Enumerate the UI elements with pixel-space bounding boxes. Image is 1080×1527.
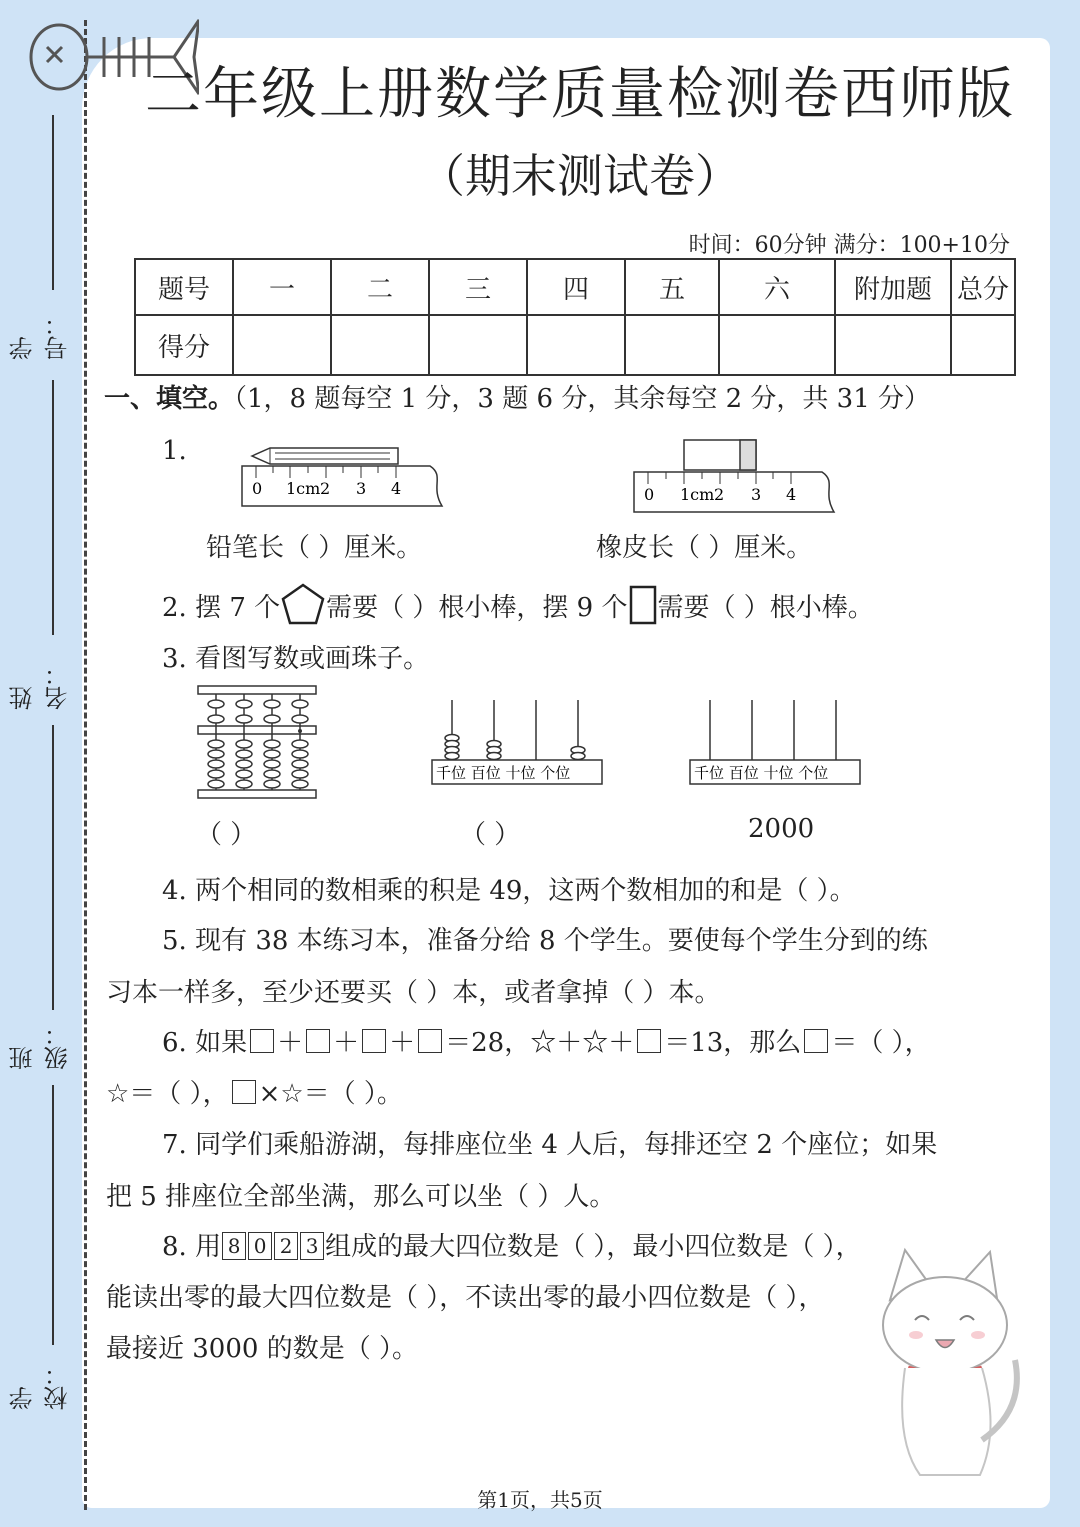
page-footer: 第1页，共5页 bbox=[477, 1488, 603, 1512]
ruler-tick-label: 2 bbox=[714, 485, 725, 504]
side-label-name: 姓名： bbox=[9, 662, 72, 710]
square-box-icon bbox=[362, 1029, 386, 1053]
score-input-cell[interactable] bbox=[331, 315, 429, 375]
ruler-tick-label: 1cm bbox=[680, 485, 715, 504]
score-header-cell: 二 bbox=[331, 259, 429, 315]
q6-text-f: ×☆＝（ ）。 bbox=[258, 1079, 403, 1109]
section-title: 一、填空。 bbox=[104, 384, 235, 414]
score-label-cell: 得分 bbox=[135, 315, 233, 375]
digit-card: 8 bbox=[222, 1232, 246, 1260]
pentagon-icon bbox=[280, 582, 326, 626]
pencil-ruler-figure bbox=[240, 436, 450, 512]
q5-line1: 5. 现有 38 本练习本，准备分给 8 个学生。要使每个学生分到的练 bbox=[162, 926, 928, 956]
q2-line bbox=[162, 582, 874, 626]
ruler-tick-label: 0 bbox=[252, 479, 263, 498]
q3-answer-3: 2000 bbox=[748, 814, 815, 844]
score-input-cell[interactable] bbox=[429, 315, 527, 375]
score-input-cell[interactable] bbox=[951, 315, 1015, 375]
page-subtitle: （期末测试卷） bbox=[419, 149, 741, 203]
side-line bbox=[52, 1085, 54, 1345]
score-table bbox=[134, 258, 1016, 376]
binding-dashed-line bbox=[84, 20, 87, 1510]
q6-line1: 6. 如果 ＋ ＋ ＋ ＝28，☆＋☆＋ ＝13，那么 ＝（ ）， bbox=[162, 1028, 931, 1058]
score-header-cell: 三 bbox=[429, 259, 527, 315]
q6-text-a: 6. 如果 bbox=[162, 1028, 248, 1058]
q3-answer-1: （ ） bbox=[196, 820, 257, 850]
square-box-icon bbox=[418, 1029, 442, 1053]
q8-line2: 能读出零的最大四位数是（ ），不读出零的最小四位数是（ ）， bbox=[106, 1283, 825, 1313]
q2-text-part2: 需要（ ）根小棒，摆 9 个 bbox=[326, 593, 628, 623]
ruler-tick-label: 0 bbox=[644, 485, 655, 504]
ruler-tick-label: 2 bbox=[320, 479, 331, 498]
square-box-icon bbox=[637, 1029, 661, 1053]
section-note: （1，8 题每空 1 分，3 题 6 分，其余每空 2 分，共 31 分） bbox=[234, 384, 930, 414]
q1-pencil-answer: 铅笔长（ ）厘米。 bbox=[206, 533, 423, 563]
square-sticks-icon bbox=[628, 584, 658, 626]
square-box-icon bbox=[804, 1029, 828, 1053]
section-heading bbox=[104, 378, 930, 415]
exam-info: 时间：60分钟 满分：100+10分 bbox=[688, 233, 1010, 258]
place-value-labels: 千位 百位 十位 个位 bbox=[694, 764, 829, 782]
ruler-tick-label: 4 bbox=[786, 485, 797, 504]
counter-frame-figure-2 bbox=[688, 696, 864, 788]
side-line bbox=[52, 725, 54, 1010]
score-input-cell[interactable] bbox=[233, 315, 331, 375]
ruler-tick-label: 1cm bbox=[286, 479, 321, 498]
score-header-cell: 一 bbox=[233, 259, 331, 315]
side-line bbox=[52, 380, 54, 635]
q7-line2: 把 5 排座位全部坐满，那么可以坐（ ）人。 bbox=[106, 1182, 616, 1212]
score-header-cell: 四 bbox=[527, 259, 625, 315]
score-header-cell: 题号 bbox=[135, 259, 233, 315]
side-label-school: 学校： bbox=[9, 1362, 72, 1410]
q6-text-c: ＝13，那么 bbox=[664, 1028, 802, 1058]
q4-text: 4. 两个相同的数相乘的积是 49，这两个数相加的和是（ ）。 bbox=[162, 876, 856, 906]
q2-text-part3: 需要（ ）根小棒。 bbox=[657, 593, 874, 623]
digit-card: 0 bbox=[248, 1232, 272, 1260]
q8-line1 bbox=[162, 1226, 862, 1263]
side-line bbox=[52, 115, 54, 290]
q1-number: 1. bbox=[162, 436, 187, 466]
score-header-cell: 五 bbox=[625, 259, 719, 315]
abacus-figure bbox=[196, 684, 320, 804]
score-table-header-row bbox=[135, 259, 1015, 315]
q8-text-b: 组成的最大四位数是（ ），最小四位数是（ ）， bbox=[325, 1232, 862, 1262]
score-input-cell[interactable] bbox=[625, 315, 719, 375]
ruler-tick-label: 3 bbox=[751, 485, 762, 504]
q2-text-part1: 2. 摆 7 个 bbox=[162, 593, 281, 623]
square-box-icon bbox=[306, 1029, 330, 1053]
q3-answer-2: （ ） bbox=[460, 820, 521, 850]
ruler-tick-label: 4 bbox=[391, 479, 402, 498]
score-header-cell: 附加题 bbox=[835, 259, 951, 315]
score-input-cell[interactable] bbox=[719, 315, 835, 375]
side-label-student-id: 学号： bbox=[9, 312, 72, 360]
q6-line2 bbox=[106, 1073, 403, 1110]
page-title: 二年级上册数学质量检测卷西师版 bbox=[145, 62, 1015, 127]
digit-card: 3 bbox=[300, 1232, 324, 1260]
side-label-class: 班级： bbox=[9, 1022, 72, 1070]
score-input-cell[interactable] bbox=[835, 315, 951, 375]
square-box-icon bbox=[250, 1029, 274, 1053]
score-table-score-row bbox=[135, 315, 1015, 375]
q6-text-e: ☆＝（ ）， bbox=[106, 1079, 229, 1109]
ruler-tick-label: 3 bbox=[356, 479, 367, 498]
q5-line2: 习本一样多，至少还要买（ ）本，或者拿掉（ ）本。 bbox=[106, 978, 721, 1008]
q7-line1: 7. 同学们乘船游湖，每排座位坐 4 人后，每排还空 2 个座位；如果 bbox=[162, 1130, 938, 1160]
eraser-ruler-figure bbox=[632, 436, 842, 518]
q1-eraser-answer: 橡皮长（ ）厘米。 bbox=[596, 533, 813, 563]
score-header-cell: 总分 bbox=[951, 259, 1015, 315]
square-box-icon bbox=[232, 1080, 256, 1104]
digit-card: 2 bbox=[274, 1232, 298, 1260]
counter-frame-figure-1 bbox=[430, 696, 606, 788]
score-input-cell[interactable] bbox=[527, 315, 625, 375]
place-value-labels: 千位 百位 十位 个位 bbox=[436, 764, 571, 782]
cat-illustration bbox=[850, 1240, 1030, 1480]
q3-text: 3. 看图写数或画珠子。 bbox=[162, 644, 430, 674]
q8-text-a: 8. 用 bbox=[162, 1232, 222, 1262]
q8-line3: 最接近 3000 的数是（ ）。 bbox=[106, 1334, 418, 1364]
q6-text-d: ＝（ ）， bbox=[831, 1028, 931, 1058]
q6-text-b: ＝28，☆＋☆＋ bbox=[445, 1028, 635, 1058]
score-header-cell: 六 bbox=[719, 259, 835, 315]
